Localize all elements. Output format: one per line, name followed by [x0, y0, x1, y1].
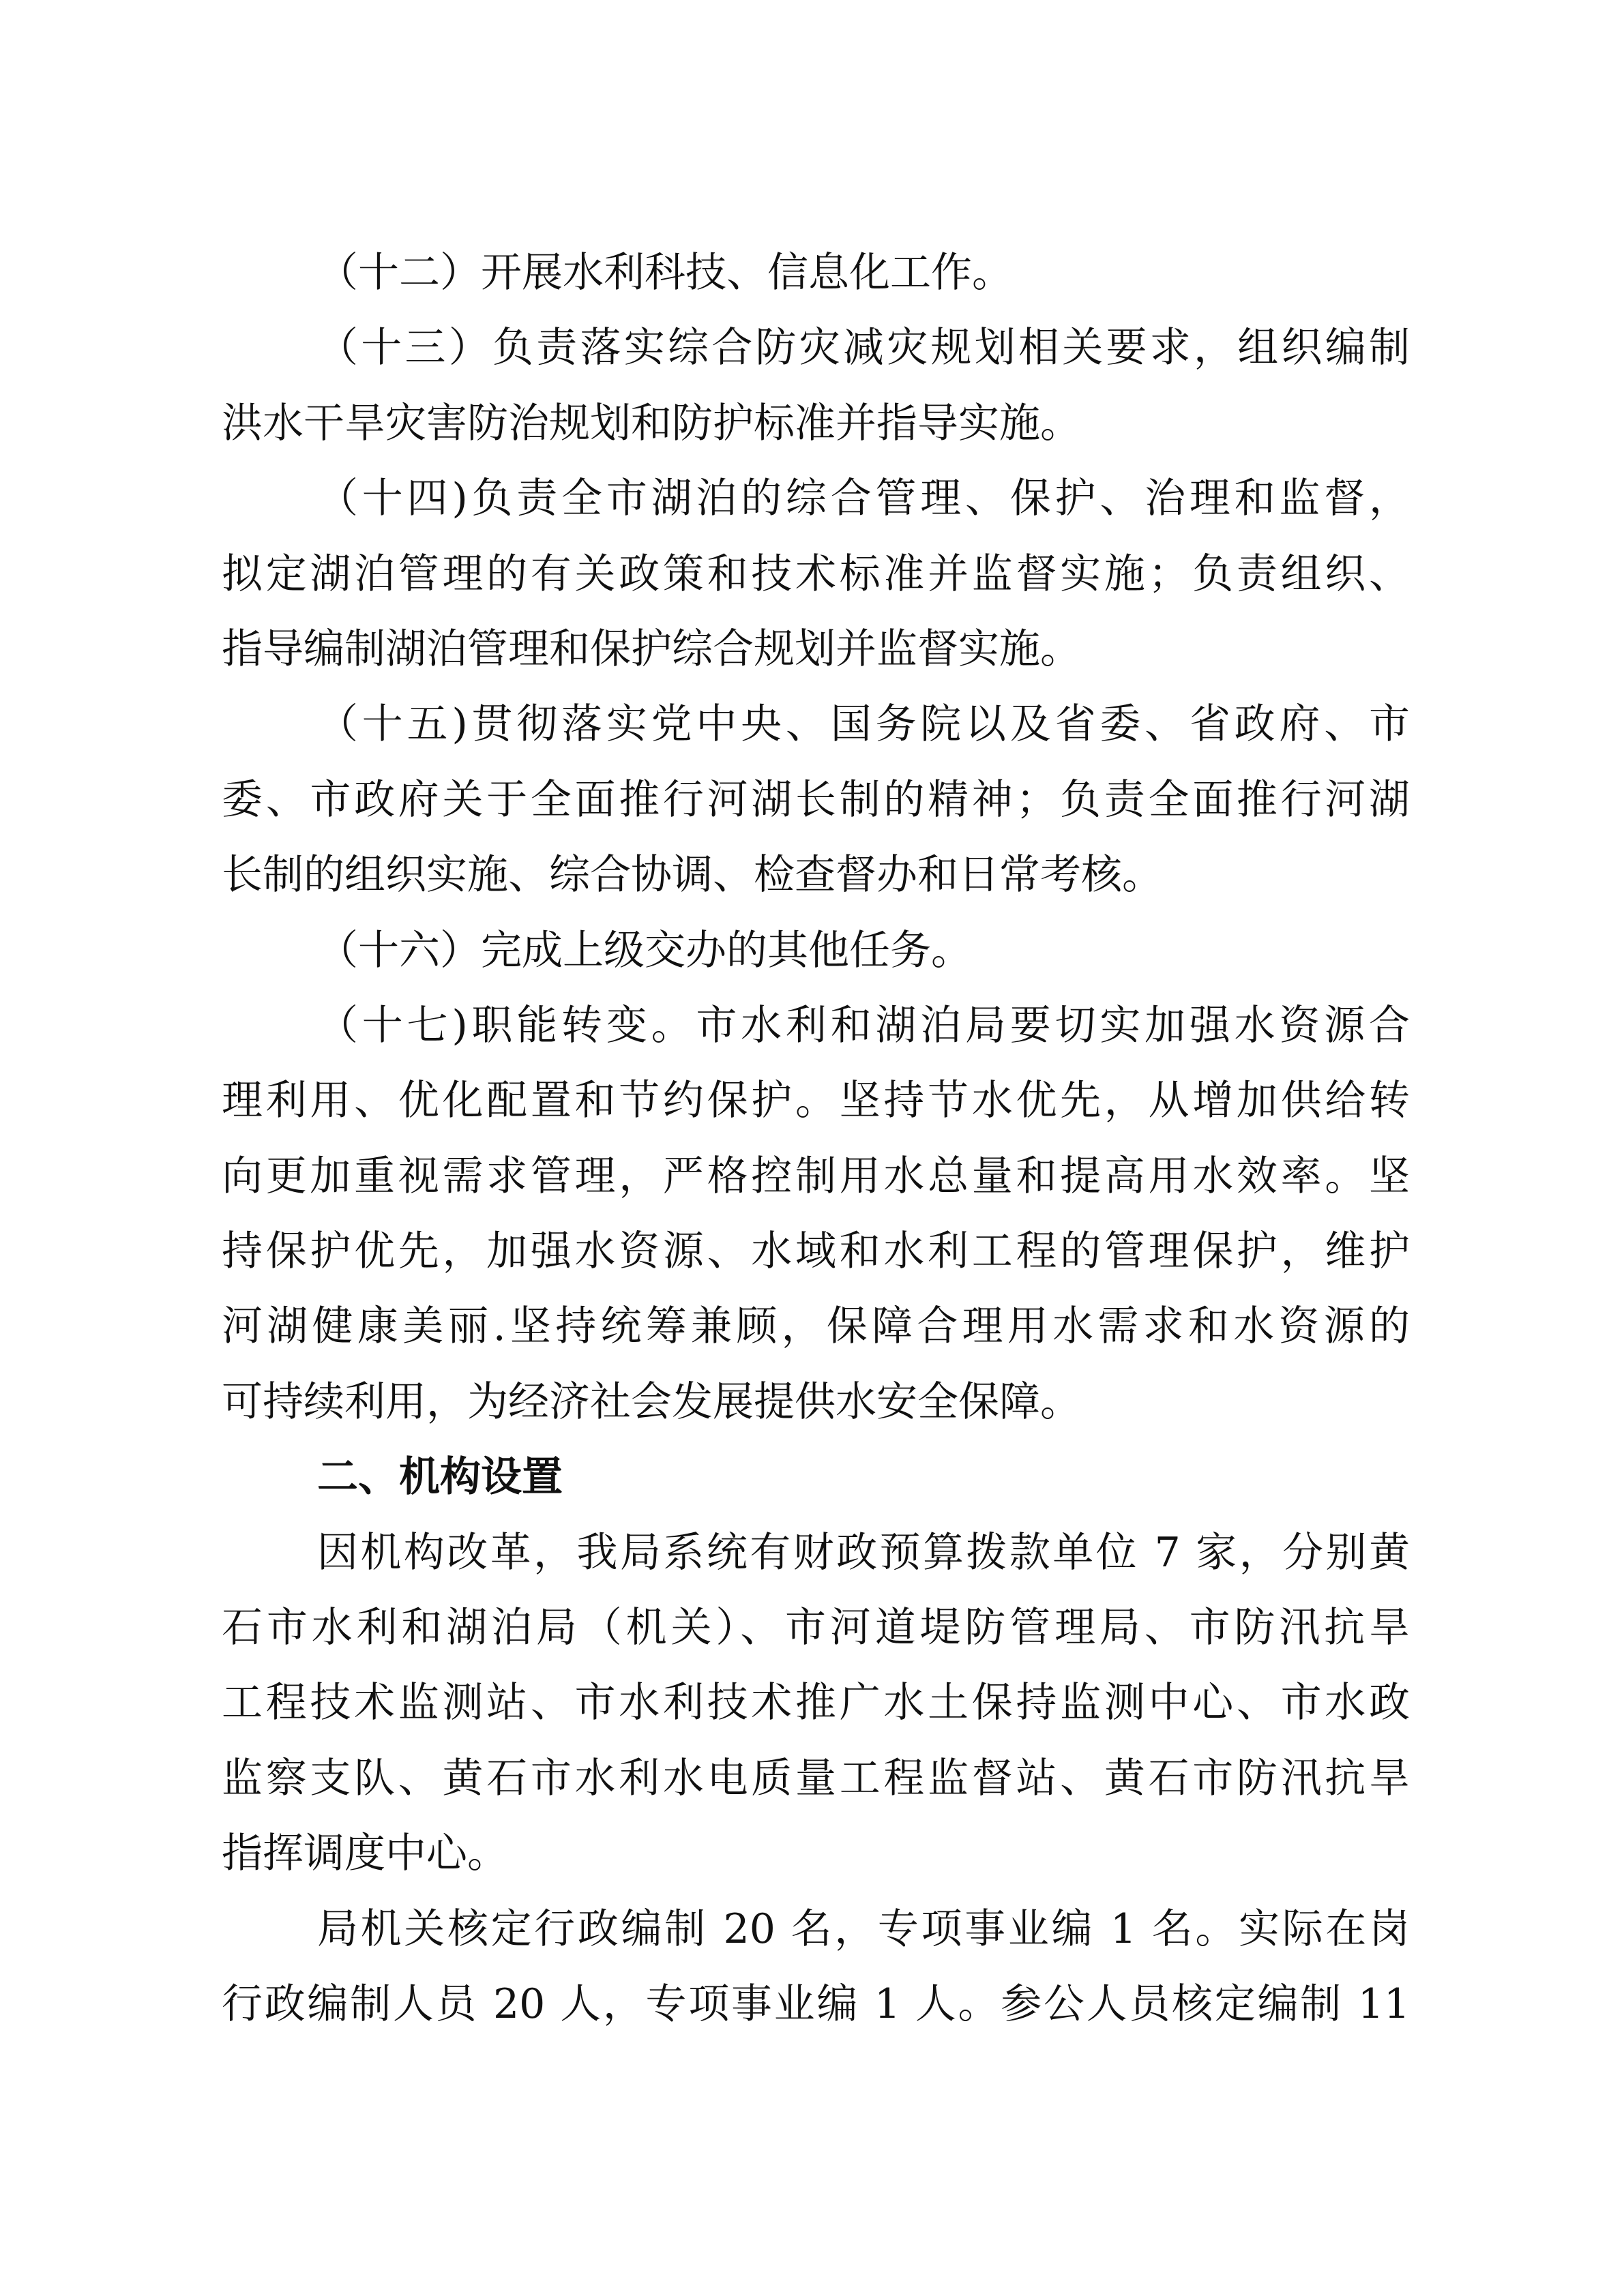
- paragraph-line: （十五)贯彻落实党中央、国务院以及省委、省政府、市: [317, 700, 1410, 749]
- paragraph-line: 长制的组织实施、综合协调、检查督办和日常考核。: [222, 851, 1163, 899]
- paragraph: [222, 310, 1410, 461]
- paragraph-line: 拟定湖泊管理的有关政策和技术标准并监督实施；负责组织、: [222, 550, 1410, 598]
- paragraph-line: 委、市政府关于全面推行河湖长制的精神；负责全面推行河湖: [222, 775, 1410, 824]
- paragraph: [222, 461, 1410, 687]
- paragraph-line: 指导编制湖泊管理和保护综合规划并监督实施。: [222, 625, 1081, 673]
- paragraph-line: （十六）完成上级交办的其他任务。: [317, 926, 972, 974]
- paragraph-line: 可持续利用，为经济社会发展提供水安全保障。: [222, 1377, 1081, 1426]
- paragraph-line: 行政编制人员 20 人，专项事业编 1 人。参公人员核定编制 11: [222, 1980, 1410, 2028]
- paragraph-line: （十二）开展水利科技、信息化工作。: [317, 249, 1013, 297]
- paragraph: [222, 1892, 1410, 2042]
- paragraph-line: 工程技术监测站、市水利技术推广水土保持监测中心、市水政: [222, 1679, 1410, 1727]
- section-heading: 二、机构设置: [317, 1453, 563, 1502]
- paragraph-line: 石市水利和湖泊局（机关）、市河道堤防管理局、市防汛抗旱: [222, 1604, 1410, 1652]
- document-body: [222, 235, 1410, 2042]
- paragraph-line: 河湖健康美丽.坚持统筹兼顾，保障合理用水需求和水资源的: [222, 1302, 1410, 1351]
- paragraph: [222, 687, 1410, 912]
- paragraph: [222, 1515, 1410, 1892]
- paragraph-line: 指挥调度中心。: [222, 1830, 508, 1878]
- paragraph-line: 洪水干旱灾害防治规划和防护标准并指导实施。: [222, 399, 1081, 447]
- paragraph-line: 向更加重视需求管理，严格控制用水总量和提高用水效率。坚: [222, 1152, 1410, 1200]
- paragraph-line: 持保护优先，加强水资源、水域和水利工程的管理保护，维护: [222, 1227, 1410, 1276]
- paragraph: [222, 235, 1410, 310]
- paragraph: [222, 913, 1410, 988]
- paragraph-line: 理利用、优化配置和节约保护。坚持节水优先，从增加供给转: [222, 1077, 1410, 1125]
- paragraph-line: （十七)职能转变。市水利和湖泊局要切实加强水资源合: [317, 1001, 1410, 1049]
- paragraph-line: （十四)负责全市湖泊的综合管理、保护、治理和监督，: [317, 475, 1410, 523]
- paragraph-line: 局机关核定行政编制 20 名，专项事业编 1 名。实际在岗: [317, 1905, 1410, 1953]
- paragraph: [222, 988, 1410, 1440]
- paragraph-line: 监察支队、黄石市水利水电质量工程监督站、黄石市防汛抗旱: [222, 1754, 1410, 1802]
- paragraph-line: 因机构改革，我局系统有财政预算拨款单位 7 家，分别黄: [317, 1528, 1410, 1577]
- paragraph-line: （十三）负责落实综合防灾减灾规划相关要求，组织编制: [317, 324, 1410, 372]
